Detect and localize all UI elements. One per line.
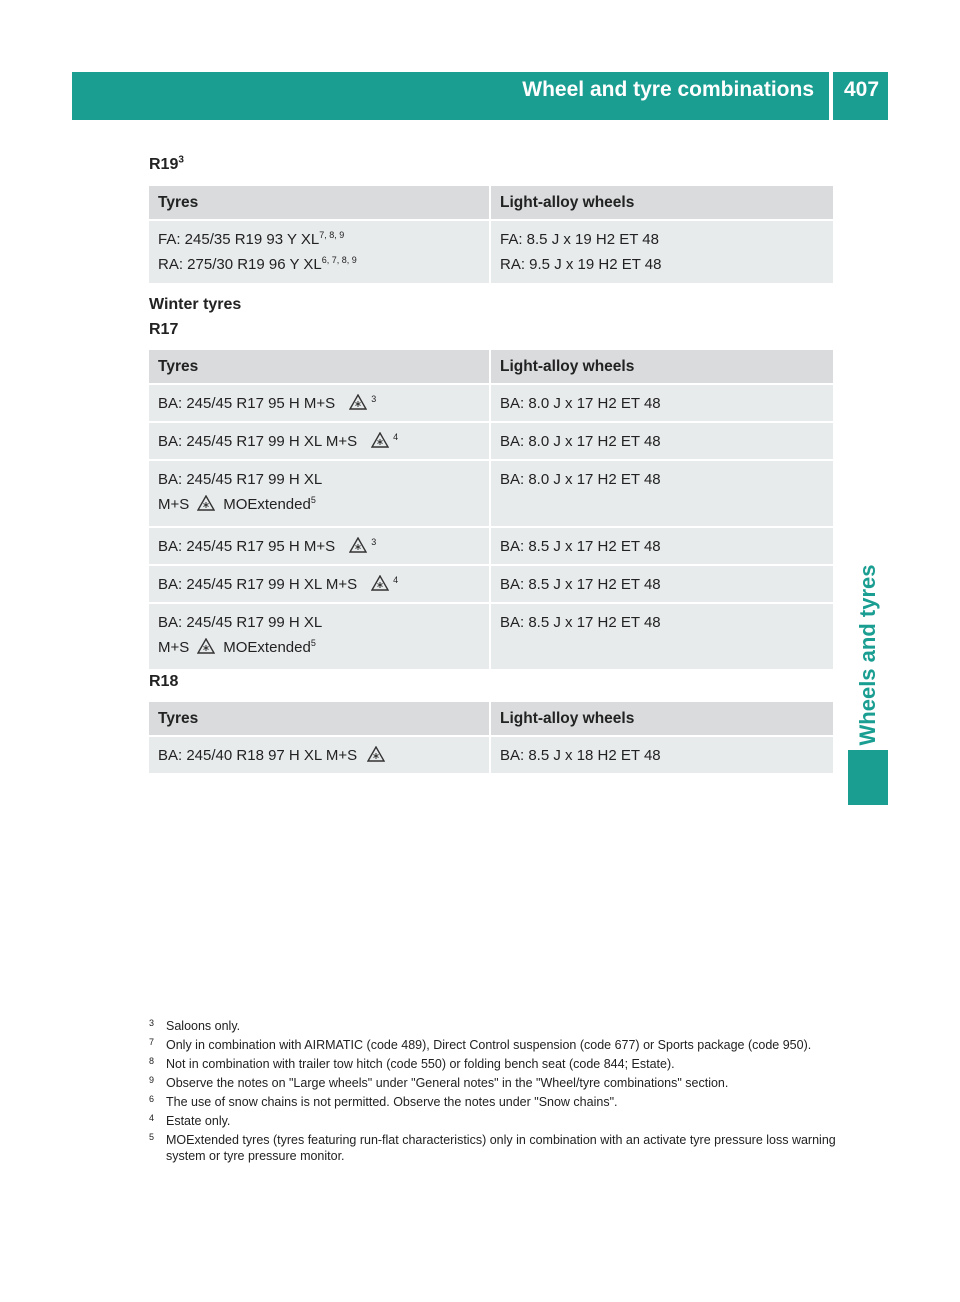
tyre-cell <box>149 527 490 565</box>
wheel-text: BA: 8.5 J x 17 H2 ET 48 <box>500 614 661 631</box>
tyre-cell <box>149 220 490 283</box>
tyre-cell <box>149 736 490 773</box>
table-row <box>149 603 833 669</box>
tyre-line <box>158 227 489 252</box>
section-heading-r18: R18 <box>149 673 179 690</box>
footnote <box>149 1132 839 1164</box>
header-title: Wheel and tyre combinations <box>522 78 814 101</box>
footnote-number: 9 <box>149 1075 155 1085</box>
tyre-text: MOExtended <box>223 496 311 513</box>
column-header-wheels: Light-alloy wheels <box>490 350 833 384</box>
tyre-text: FA: 245/35 R19 93 Y XL <box>158 231 320 248</box>
tyre-cell <box>149 565 490 603</box>
wheel-cell <box>490 422 833 460</box>
footnote-text: MOExtended tyres (tyres featuring run-flat characteristics) only in combination with an activate tyre pressure loss warning system or tyre pressure monitor. <box>166 1133 836 1163</box>
tyre-line <box>158 252 489 277</box>
footnote-text: The use of snow chains is not permitted. Observe the notes under "Snow chains". <box>166 1095 618 1109</box>
tyre-cell <box>149 384 490 422</box>
header-divider <box>829 72 833 120</box>
wheel-cell <box>490 736 833 773</box>
footnote-text: Only in combination with AIRMATIC (code 489), Direct Control suspension (code 677) or Sports package (code 950). <box>166 1038 812 1052</box>
column-header-tyres: Tyres <box>149 186 490 220</box>
snowflake-mountain-icon <box>371 574 389 590</box>
footnote <box>149 1037 839 1053</box>
tyre-text: M+S <box>158 496 190 513</box>
footnote-text: Not in combination with trailer tow hitch (code 550) or folding bench seat (code 844; Estate). <box>166 1057 675 1071</box>
tyre-text: BA: 245/45 R17 99 H XL <box>158 614 323 631</box>
wheel-cell <box>490 527 833 565</box>
section-heading-r17: R17 <box>149 321 179 338</box>
wheel-cell <box>490 384 833 422</box>
tyre-text: M+S <box>158 639 190 656</box>
table-row <box>149 384 833 422</box>
wheel-text: BA: 8.5 J x 17 H2 ET 48 <box>500 576 661 593</box>
wheel-line: RA: 9.5 J x 19 H2 ET 48 <box>500 256 662 273</box>
table-header-row <box>149 186 833 220</box>
page-number: 407 <box>844 78 880 101</box>
footnote-ref: 4 <box>393 432 399 442</box>
column-header-tyres: Tyres <box>149 350 490 384</box>
table-r19 <box>149 186 833 283</box>
table-r18 <box>149 702 833 773</box>
footnote <box>149 1075 839 1091</box>
snowflake-mountain-icon <box>349 536 367 552</box>
footnotes <box>149 1018 839 1164</box>
side-tab-label: Wheels and tyres <box>855 564 880 746</box>
wheel-text: BA: 8.0 J x 17 H2 ET 48 <box>500 433 661 450</box>
snowflake-mountain-icon <box>349 393 367 409</box>
tyre-text: BA: 245/45 R17 95 H M+S <box>158 538 336 555</box>
footnote-ref: 3 <box>178 154 184 166</box>
footnote-text: Observe the notes on "Large wheels" under "General notes" in the "Wheel/tyre combinations" section. <box>166 1076 729 1090</box>
tyre-cell <box>149 460 490 527</box>
footnote-text: Estate only. <box>166 1114 231 1128</box>
table-header-row <box>149 702 833 736</box>
side-tab-marker <box>848 750 888 805</box>
footnote <box>149 1056 839 1072</box>
snowflake-mountain-icon <box>371 431 389 447</box>
wheel-cell <box>490 220 833 283</box>
column-header-wheels: Light-alloy wheels <box>490 702 833 736</box>
footnote <box>149 1094 839 1110</box>
column-header-tyres: Tyres <box>149 702 490 736</box>
tyre-text: BA: 245/45 R17 99 H XL M+S <box>158 433 358 450</box>
footnote-ref: 5 <box>310 638 316 648</box>
wheel-text: BA: 8.0 J x 17 H2 ET 48 <box>500 471 661 488</box>
footnote-ref: 7, 8, 9 <box>319 230 345 240</box>
footnote-number: 6 <box>149 1094 155 1104</box>
footnote-ref: 3 <box>371 537 377 547</box>
footnote <box>149 1018 839 1034</box>
tyre-text: MOExtended <box>223 639 311 656</box>
wheel-text: BA: 8.5 J x 17 H2 ET 48 <box>500 538 661 555</box>
footnote-number: 7 <box>149 1037 155 1047</box>
tyre-text: BA: 245/45 R17 95 H M+S <box>158 395 336 412</box>
table-row <box>149 422 833 460</box>
wheel-cell <box>490 603 833 669</box>
heading-text: R19 <box>149 156 179 173</box>
wheel-text: BA: 8.5 J x 18 H2 ET 48 <box>500 747 661 764</box>
table-r17 <box>149 350 833 669</box>
table-row <box>149 736 833 773</box>
snowflake-mountain-icon <box>197 637 215 653</box>
winter-tyres-heading: Winter tyres <box>149 296 242 313</box>
tyre-cell <box>149 603 490 669</box>
footnote-number: 8 <box>149 1056 155 1066</box>
footnote-ref: 3 <box>371 394 377 404</box>
footnote-ref: 5 <box>310 495 316 505</box>
wheel-cell <box>490 460 833 527</box>
tyre-text: BA: 245/40 R18 97 H XL M+S <box>158 747 358 764</box>
tyre-text: BA: 245/45 R17 99 H XL M+S <box>158 576 358 593</box>
column-header-wheels: Light-alloy wheels <box>490 186 833 220</box>
snowflake-mountain-icon <box>197 494 215 510</box>
footnote-number: 5 <box>149 1132 155 1142</box>
wheel-text: BA: 8.0 J x 17 H2 ET 48 <box>500 395 661 412</box>
table-row <box>149 460 833 527</box>
table-row <box>149 527 833 565</box>
footnote-ref: 4 <box>393 575 399 585</box>
wheel-cell <box>490 565 833 603</box>
table-row <box>149 565 833 603</box>
tyre-text: RA: 275/30 R19 96 Y XL <box>158 256 322 273</box>
footnote <box>149 1113 839 1129</box>
table-header-row <box>149 350 833 384</box>
footnote-text: Saloons only. <box>166 1019 241 1033</box>
tyre-cell <box>149 422 490 460</box>
page-header <box>72 72 888 120</box>
footnote-number: 4 <box>149 1113 155 1123</box>
tyre-text: BA: 245/45 R17 99 H XL <box>158 471 323 488</box>
section-heading-r19 <box>149 156 184 174</box>
table-row <box>149 220 833 283</box>
footnote-number: 3 <box>149 1018 155 1028</box>
footnote-ref: 6, 7, 8, 9 <box>321 255 357 265</box>
wheel-line: FA: 8.5 J x 19 H2 ET 48 <box>500 231 659 248</box>
snowflake-mountain-icon <box>367 745 385 761</box>
